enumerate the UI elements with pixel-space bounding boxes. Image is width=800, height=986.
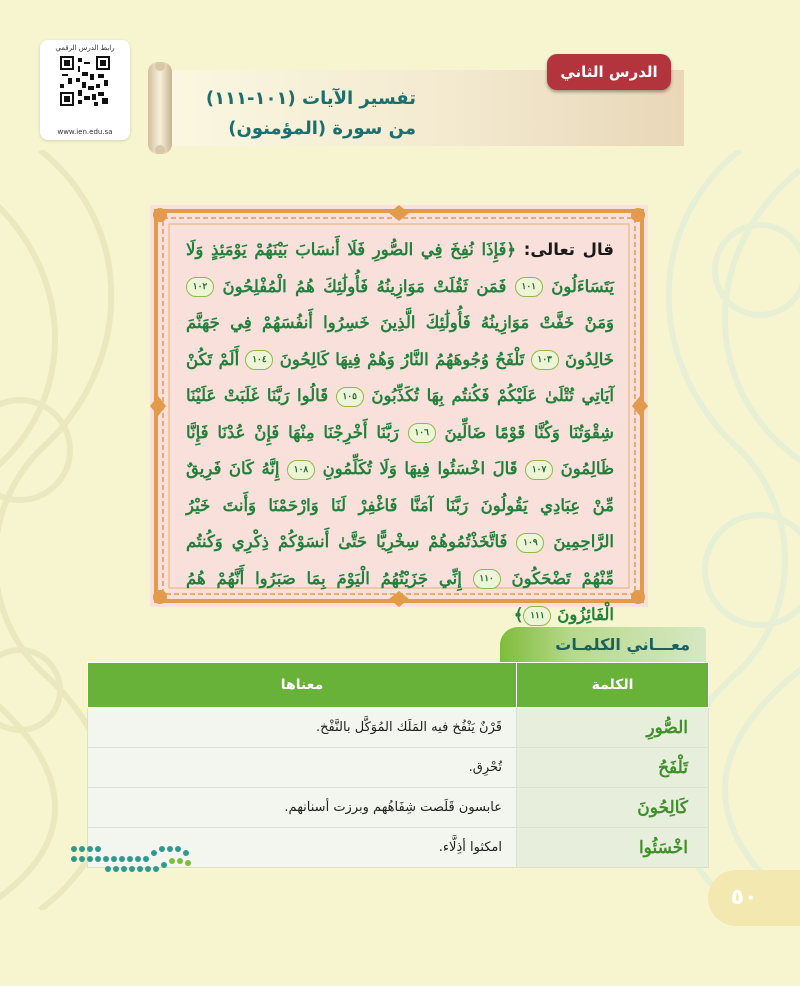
ayah-number-marker: ١١١ (523, 606, 551, 626)
vocab-word: كَالِحُونَ (517, 788, 709, 828)
ayah-number-marker: ١١٠ (473, 569, 501, 589)
ministry-logo (68, 835, 198, 885)
qr-code-icon[interactable] (60, 56, 110, 106)
ayah-number-marker: ١٠٥ (336, 387, 364, 407)
table-row (88, 748, 709, 788)
verse-segment: أَلَمْ تَكُنْ آيَاتِي تُتْلَىٰ عَلَيْكُمْ فَكُنتُم بِهَا تُكَذِّبُونَ (186, 349, 614, 405)
ayah-number-marker: ١٠٦ (408, 423, 436, 443)
verse-segment: إِنَّهُ كَانَ فَرِيقٌ مِّنْ عِبَادِي يَقُولُونَ رَبَّنَا آمَنَّا فَاغْفِرْ لَنَا وَارْحَمْنَا وَأَنتَ خَيْرُ الرَّاحِمِينَ (186, 459, 614, 551)
ayah-number-marker: ١٠٢ (186, 277, 214, 297)
page-number: ٥٠ (730, 885, 758, 910)
ayah-number-marker: ١٠٩ (516, 533, 544, 553)
quran-verses (186, 232, 615, 624)
ayah-number-marker: ١٠٧ (525, 460, 553, 480)
verse-segment: ﴿فَإِذَا نُفِخَ فِي الصُّورِ فَلَا أَنسَابَ بَيْنَهُمْ يَوْمَئِذٍ وَلَا يَتَسَاءَلُونَ (186, 240, 614, 296)
table-row (88, 708, 709, 748)
vocab-header-meaning: معناها (88, 663, 517, 708)
verse-segment: إِنِّي جَزَيْتُهُمُ الْيَوْمَ بِمَا صَبَرُوا أَنَّهُمْ هُمُ الْفَائِزُونَ (186, 568, 614, 624)
verse-segment: تَلْفَحُ وُجُوهَهُمُ النَّارُ وَهُمْ فِيهَا كَالِحُونَ (279, 349, 525, 369)
ayah-number-marker: ١٠١ (515, 277, 543, 297)
vocab-meaning: عابسون قَلَصت شِفَاهُهم وبرزت أسنانهم. (88, 788, 517, 828)
ayah-number-marker: ١٠٨ (287, 460, 315, 480)
vocab-meaning: امكثوا أذِلَّاء. (88, 828, 517, 868)
qr-url[interactable]: www.ien.edu.sa (57, 128, 113, 136)
ayah-number-marker: ١٠٤ (245, 350, 273, 370)
ayah-number-marker: ١٠٣ (531, 350, 559, 370)
lesson-title-line1: تفسير الآيات (١٠١-١١١) (205, 88, 416, 109)
vocab-meaning: تُحْرِق. (88, 748, 517, 788)
verse-close-bracket: ﴾ (513, 605, 524, 624)
lesson-title (116, 84, 416, 144)
lesson-title-line2: من سورة (المؤمنون) (228, 118, 416, 139)
verse-segment: وَمَنْ خَفَّتْ مَوَازِينُهُ فَأُولَٰئِكَ الَّذِينَ خَسِرُوا أَنفُسَهُمْ فِي جَهَنَّمَ خَالِدُونَ (186, 313, 614, 369)
qr-title: رابط الدرس الرقمي (55, 44, 115, 52)
verse-segment: قَالُوا رَبَّنَا غَلَبَتْ عَلَيْنَا شِقْوَتُنَا وَكُنَّا قَوْمًا ضَالِّينَ (186, 386, 615, 442)
vocab-header-word: الكلمة (517, 663, 709, 708)
lesson-number-badge: الدرس الثاني (547, 54, 671, 90)
vocab-word: الصُّورِ (517, 708, 709, 748)
verse-segment: قَالَ اخْسَئُوا فِيهَا وَلَا تُكَلِّمُونِ (322, 459, 518, 478)
vocab-meaning: قَرْنٌ يَنْفُخ فيه المَلَك المُوَكَّل بالنَّفْخ. (88, 708, 517, 748)
vocab-section-title: معـــاني الكلمـات (555, 635, 690, 654)
verse-segment: فَاتَّخَذْتُمُوهُمْ سِخْرِيًّا حَتَّىٰ أَنسَوْكُمْ ذِكْرِي وَكُنتُم مِّنْهُمْ تَضْحَكُونَ (186, 532, 614, 588)
vocab-word: تَلْفَحُ (517, 748, 709, 788)
verse-intro: قال تعالى: (523, 240, 614, 259)
table-row (88, 788, 709, 828)
verse-segment: رَبَّنَا أَخْرِجْنَا مِنْهَا فَإِنْ عُدْنَا فَإِنَّا ظَالِمُونَ (186, 422, 615, 478)
verse-segment: فَمَن ثَقُلَتْ مَوَازِينُهُ فَأُولَٰئِكَ هُمُ الْمُفْلِحُونَ (222, 276, 507, 296)
vocab-word: اخْسَئُوا (517, 828, 709, 868)
